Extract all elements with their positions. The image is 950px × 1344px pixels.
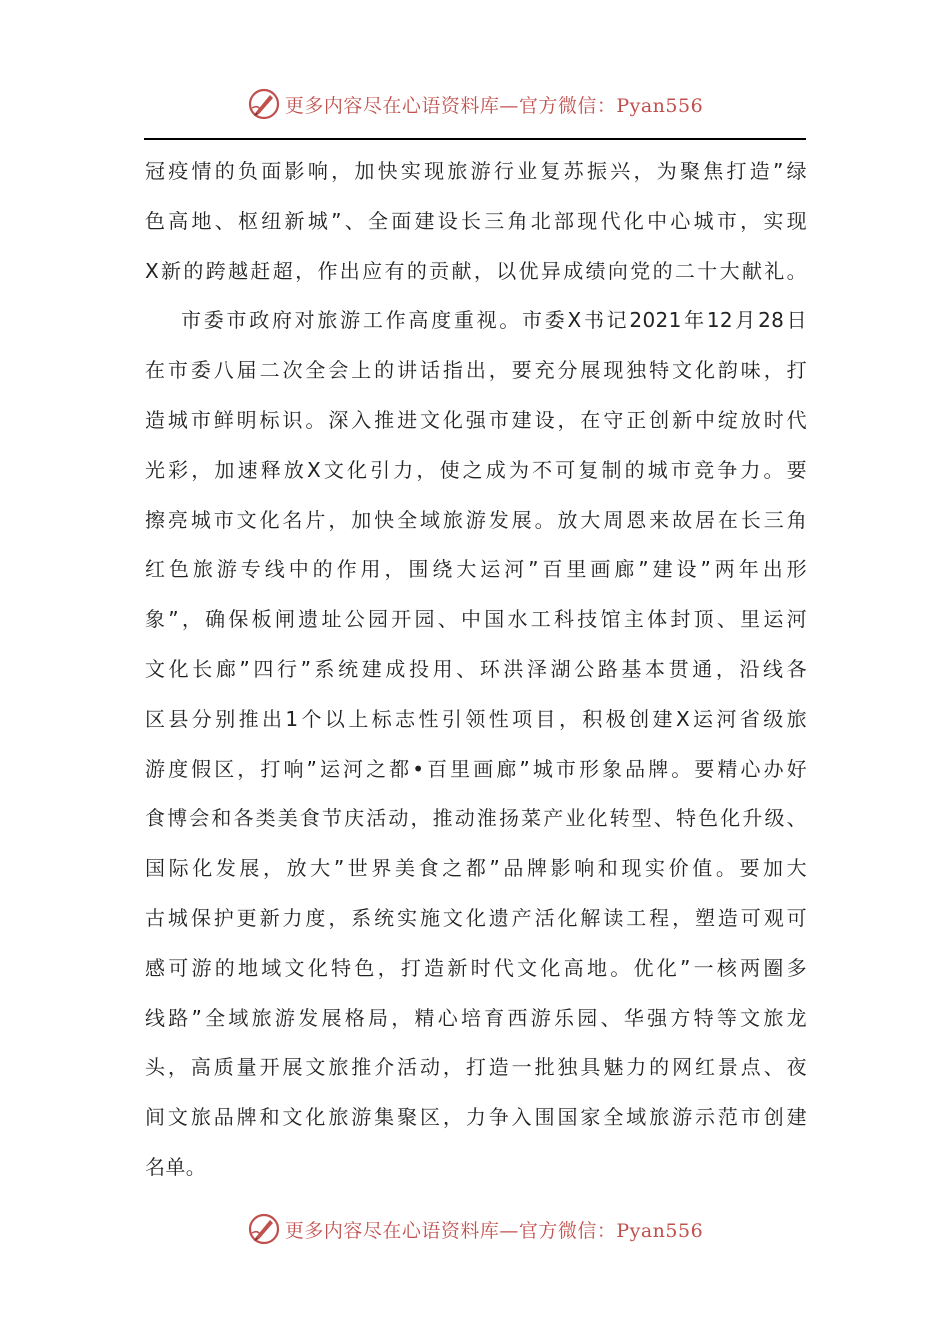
text-line: 擦亮城市文化名片，加快全域旅游发展。放大周恩来故居在长三角 xyxy=(145,507,807,532)
text-line: 红色旅游专线中的作用，围绕大运河”百里画廊”建设”两年出形 xyxy=(145,557,807,582)
text-line: 区县分别推出1个以上标志性引领性项目，积极创建X运河省级旅 xyxy=(145,706,807,731)
text-line: 文化长廊”四行”系统建成投用、环洪泽湖公路基本贯通，沿线各 xyxy=(145,656,807,681)
watermark-text: 更多内容尽在心语资料库—官方微信：Pyan556 xyxy=(284,1219,704,1242)
text-line: 游度假区，打响”运河之都•百里画廊”城市形象品牌。要精心办好 xyxy=(145,756,807,781)
text-line: 线路”全域旅游发展格局，精心培育西游乐园、华强方特等文旅龙 xyxy=(145,1005,807,1030)
text-line: 间文旅品牌和文化旅游集聚区，力争入围国家全域旅游示范市创建 xyxy=(145,1105,807,1130)
text-line: 在市委八届二次全会上的讲话指出，要充分展现独特文化韵味，打 xyxy=(145,358,807,383)
text-line: 造城市鲜明标识。深入推进文化强市建设，在守正创新中绽放时代 xyxy=(145,407,807,432)
text-line: 名单。 xyxy=(145,1154,207,1179)
text-line: X新的跨越赶超，作出应有的贡献，以优异成绩向党的二十大献礼。 xyxy=(145,258,807,283)
text-line: 市委市政府对旅游工作高度重视。市委X书记2021年12月28日 xyxy=(181,308,807,333)
text-line: 光彩，加速释放X文化引力，使之成为不可复制的城市竞争力。要 xyxy=(145,457,807,482)
pen-circle-logo-icon xyxy=(247,1212,281,1246)
text-line: 冠疫情的负面影响，加快实现旅游行业复苏振兴，为聚焦打造”绿 xyxy=(145,159,807,183)
header-watermark xyxy=(0,84,950,124)
text-line: 食博会和各类美食节庆活动，推动淮扬菜产业化转型、特色化升级、 xyxy=(145,806,807,831)
pen-circle-logo-icon xyxy=(247,87,281,121)
text-line: 色高地、枢纽新城”、全面建设长三角北部现代化中心城市，实现 xyxy=(145,208,807,233)
text-line: 感可游的地域文化特色，打造新时代文化高地。优化”一核两圈多 xyxy=(145,955,807,980)
watermark-text: 更多内容尽在心语资料库—官方微信：Pyan556 xyxy=(284,94,704,117)
text-line: 古城保护更新力度，系统实施文化遗产活化解读工程，塑造可观可 xyxy=(145,905,807,930)
footer-watermark xyxy=(0,1209,950,1249)
text-line: 象”，确保板闸遗址公园开园、中国水工科技馆主体封顶、里运河 xyxy=(145,607,807,632)
text-line: 国际化发展，放大”世界美食之都”品牌影响和现实价值。要加大 xyxy=(145,856,807,881)
document-body xyxy=(145,147,807,1193)
header-divider xyxy=(144,138,806,140)
text-line: 头，高质量开展文旅推介活动，打造一批独具魅力的网红景点、夜 xyxy=(145,1055,807,1080)
